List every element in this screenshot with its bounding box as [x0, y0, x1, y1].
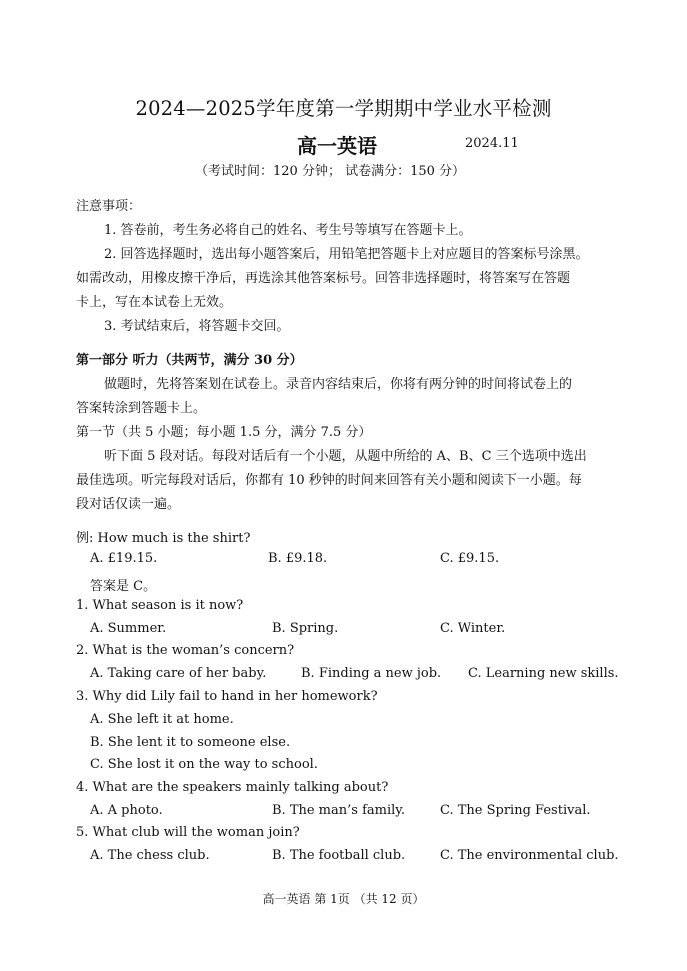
q2-option-c: C. Learning new skills.: [468, 666, 619, 681]
section1-heading: 第一节（共 5 小题；每小题 1.5 分，满分 7.5 分）: [76, 425, 372, 440]
exam-date: 2024.11: [465, 136, 519, 151]
q3-option-a: A. She left it at home.: [90, 712, 234, 727]
q1-option-b: B. Spring.: [272, 621, 339, 636]
question-3: 3. Why did Lily fail to hand in her homework?: [76, 689, 378, 704]
notice-item-3: 3. 考试结束后，将答题卡交回。: [104, 319, 290, 334]
notice-item-2-line-2: 如需改动，用橡皮擦干净后，再选涂其他答案标号。回答非选择题时，将答案写在答题: [76, 271, 571, 286]
example-option-a: A. £19.15.: [90, 551, 158, 566]
part1-heading: 第一部分 听力（共两节，满分 30 分）: [76, 353, 303, 368]
q3-option-b: B. She lent it to someone else.: [90, 735, 291, 750]
page-footer: 高一英语 第 1页 （共 12 页）: [262, 892, 425, 906]
section1-line-1: 听下面 5 段对话。每段对话后有一个小题，从题中所给的 A、B、C 三个选项中选出: [104, 449, 587, 464]
notice-item-1: 1. 答卷前，考生务必将自己的姓名、考生号等填写在答题卡上。: [104, 223, 472, 238]
part1-intro-line-1: 做题时，先将答案划在试卷上。录音内容结束后，你将有两分钟的时间将试卷上的: [104, 377, 573, 392]
notice-item-2-line-3: 卡上，写在本试卷上无效。: [76, 295, 233, 310]
q3-option-c: C. She lost it on the way to school.: [90, 757, 318, 772]
example-question: 例: How much is the shirt?: [76, 531, 251, 546]
q1-option-c: C. Winter.: [440, 621, 506, 636]
question-4: 4. What are the speakers mainly talking about?: [76, 780, 389, 795]
q4-option-c: C. The Spring Festival.: [440, 803, 591, 818]
part1-intro-line-2: 答案转涂到答题卡上。: [76, 401, 207, 416]
exam-title: 2024—2025学年度第一学期期中学业水平检测: [135, 97, 552, 120]
q4-option-a: A. A photo.: [90, 803, 163, 818]
q5-option-a: A. The chess club.: [90, 848, 210, 863]
section1-line-2: 最佳选项。听完每段对话后，你都有 10 秒钟的时间来回答有关小题和阅读下一小题。每: [76, 473, 582, 488]
notice-heading: 注意事项：: [76, 199, 142, 214]
notice-item-2-line-1: 2. 回答选择题时，选出每小题答案后，用铅笔把答题卡上对应题目的答案标号涂黑。: [104, 247, 589, 262]
question-1: 1. What season is it now?: [76, 598, 244, 613]
q5-option-b: B. The football club.: [272, 848, 406, 863]
question-5: 5. What club will the woman join?: [76, 825, 300, 840]
q1-option-a: A. Summer.: [90, 621, 167, 636]
q2-option-b: B. Finding a new job.: [301, 666, 442, 681]
example-answer: 答案是 C。: [90, 579, 157, 594]
q5-option-c: C. The environmental club.: [440, 848, 619, 863]
section1-line-3: 段对话仅读一遍。: [76, 497, 181, 512]
q4-option-b: B. The man’s family.: [272, 803, 406, 818]
example-option-c: C. £9.15.: [440, 551, 500, 566]
question-2: 2. What is the woman’s concern?: [76, 643, 295, 658]
example-option-b: B. £9.18.: [268, 551, 328, 566]
subject-title: 高一英语: [297, 134, 377, 158]
exam-meta: （考试时间：120 分钟； 试卷满分：150 分）: [195, 164, 466, 179]
q2-option-a: A. Taking care of her baby.: [90, 666, 267, 681]
